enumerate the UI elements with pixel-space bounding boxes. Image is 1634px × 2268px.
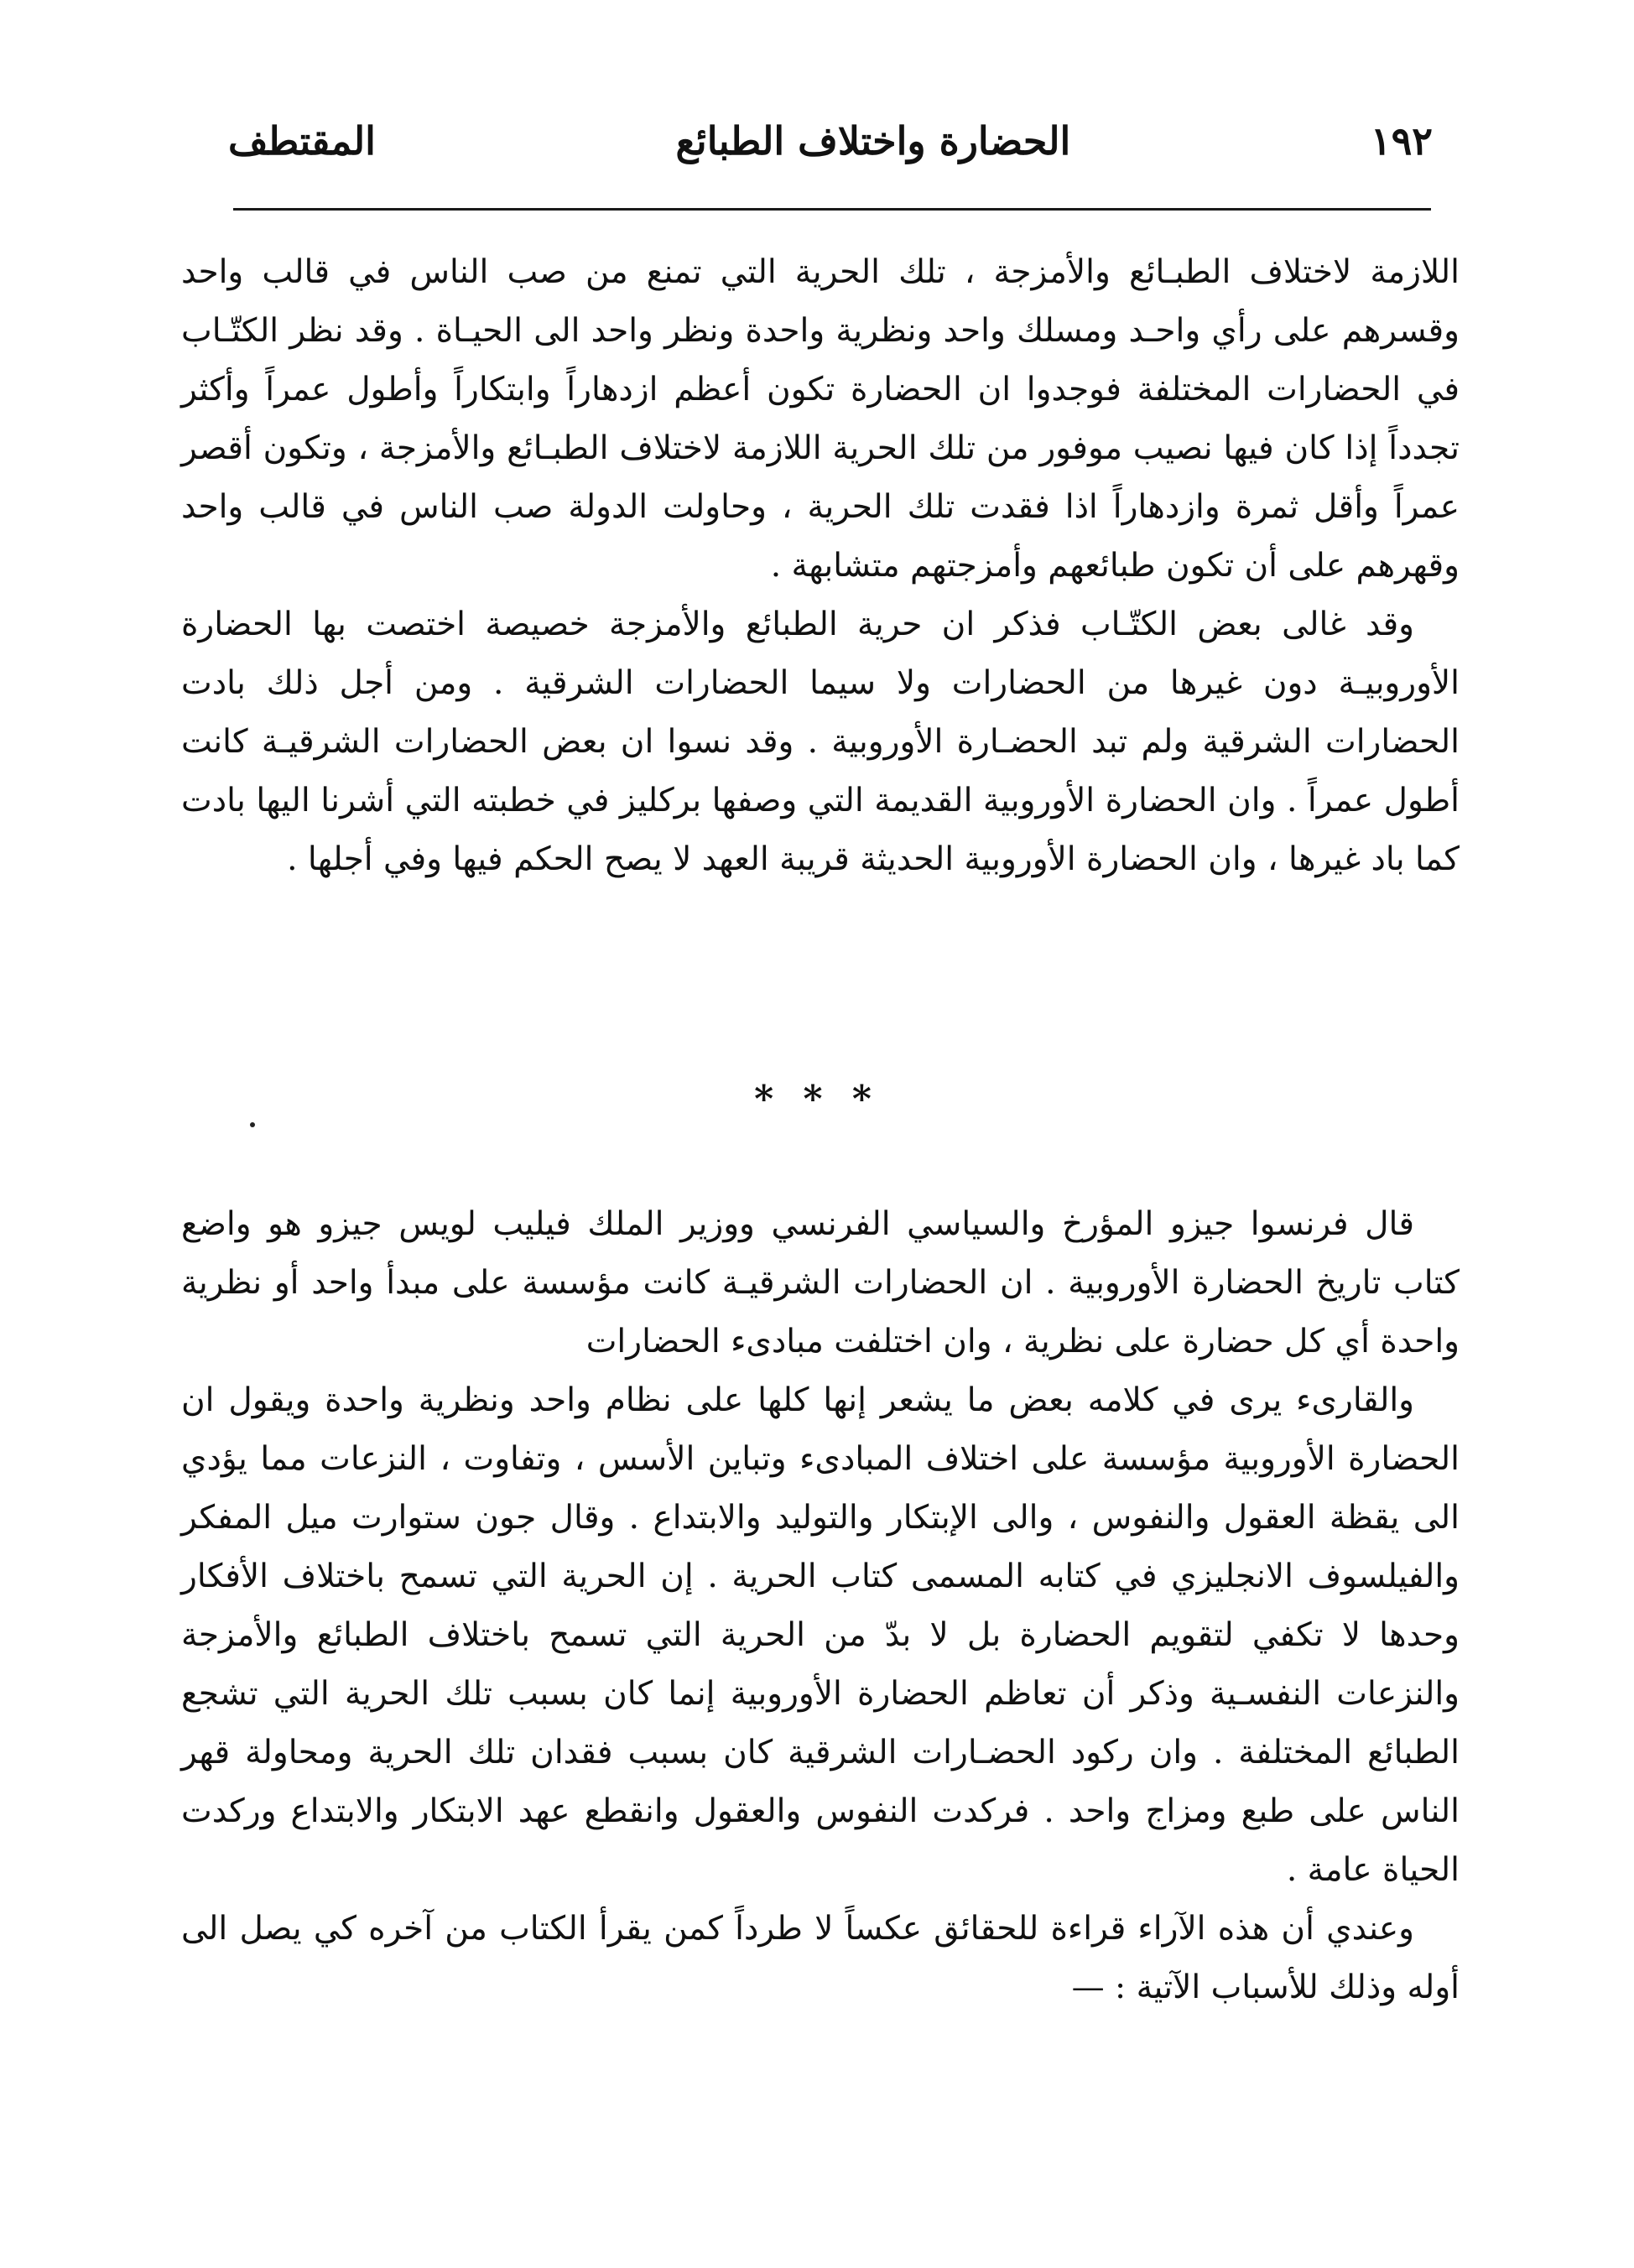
article-title: الحضارة واختلاف الطبائع [675, 118, 1071, 164]
paragraph: اللازمة لاختلاف الطبـائع والأمزجة ، تلك الحرية التي تمنع من صب الناس في قالب واحد وقسرهم على رأي واحـد ومسلك واحد ونظرية واحدة ونظر واحد الى الحيـاة . وقد نظر الكتّـاب في الحضارات المختلفة فوجدوا ان الحضارة تكون أعظم ازدهاراً وابتكاراً وأطول عمراً وأكثر تجدداً إذا كان فيها نصيب موفور من تلك الحرية اللازمة لاختلاف الطبـائع والأمزجة ، وتكون أقصر عمراً وأقل ثمرة وازدهاراً اذا فقدت تلك الحرية ، وحاولت الدولة صب الناس في قالب واحد وقهرهم على أن تكون طبائعهم وأمزجتهم متشابهة . [181, 253, 1460, 585]
header-rule [233, 208, 1431, 211]
paragraph: والقارىء يرى في كلامه بعض ما يشعر إنها كلها على نظام واحد ونظرية واحدة ويقول ان الحضارة الأوروبية مؤسسة على اختلاف المبادىء وتباين الأسس ، وتفاوت ، النزعات مما يؤدي الى يقظة العقول والنفوس ، والى الإبتكار والتوليد والابتداع . وقال جون ستوارت ميل المفكر والفيلسوف الانجليزي في كتابه المسمى كتاب الحرية . إن الحرية التي تسمح باختلاف الأفكار وحدها لا تكفي لتقويم الحضارة بل لا بدّ من الحرية التي تسمح باختلاف الطبائع والأمزجة والنزعات النفسـية وذكر أن تعاظم الحضارة الأوروبية إنما كان بسبب تلك الحرية التي تشجع الطبائع المختلفة . وان ركود الحضـارات الشرقية كان بسبب فقدان تلك الحرية ومحاولة قهر الناس على طبع ومزاج واحد . فركدت النفوس والعقول وانقطع عهد الابتكار والابتداع وركدت الحياة عامة . [181, 1381, 1460, 1889]
paragraph: وعندي أن هذه الآراء قراءة للحقائق عكساً لا طرداً كمن يقرأ الكتاب من آخره كي يصل الى أوله وذلك للأسباب الآتية : — [181, 1910, 1460, 2006]
paragraph: قال فرنسوا جيزو المؤرخ والسياسي الفرنسي ووزير الملك فيليب لويس جيزو هو واضع كتاب تاريخ الحضارة الأوروبية . ان الحضارات الشرقيـة كانت مؤسسة على مبدأ واحد أو نظرية واحدة أي كل حضارة على نظرية ، وان اختلفت مبادىء الحضارات [181, 1205, 1460, 1360]
body-section-2 [181, 1195, 1460, 2017]
section-separator: * * * [754, 1078, 880, 1121]
journal-name: المقتطف [228, 118, 376, 164]
body-section-1 [181, 243, 1460, 889]
paragraph: وقد غالى بعض الكتّـاب فذكر ان حرية الطبائع والأمزجة خصيصة اختصت بها الحضارة الأوروبيـة دون غيرها من الحضارات ولا سيما الحضارات الشرقية . ومن أجل ذلك بادت الحضارات الشرقية ولم تبد الحضـارة الأوروبية . وقد نسوا ان بعض الحضارات الشرقيـة كانت أطول عمراً . وان الحضارة الأوروبية القديمة التي وصفها بركليز في خطبته التي أشرنا اليها بادت كما باد غيرها ، وان الحضارة الأوروبية الحديثة قريبة العهد لا يصح الحكم فيها وفي أجلها . [181, 606, 1460, 878]
page-number: ١٩٢ [1370, 118, 1433, 164]
page-header [228, 107, 1433, 174]
print-speck [250, 1122, 255, 1127]
